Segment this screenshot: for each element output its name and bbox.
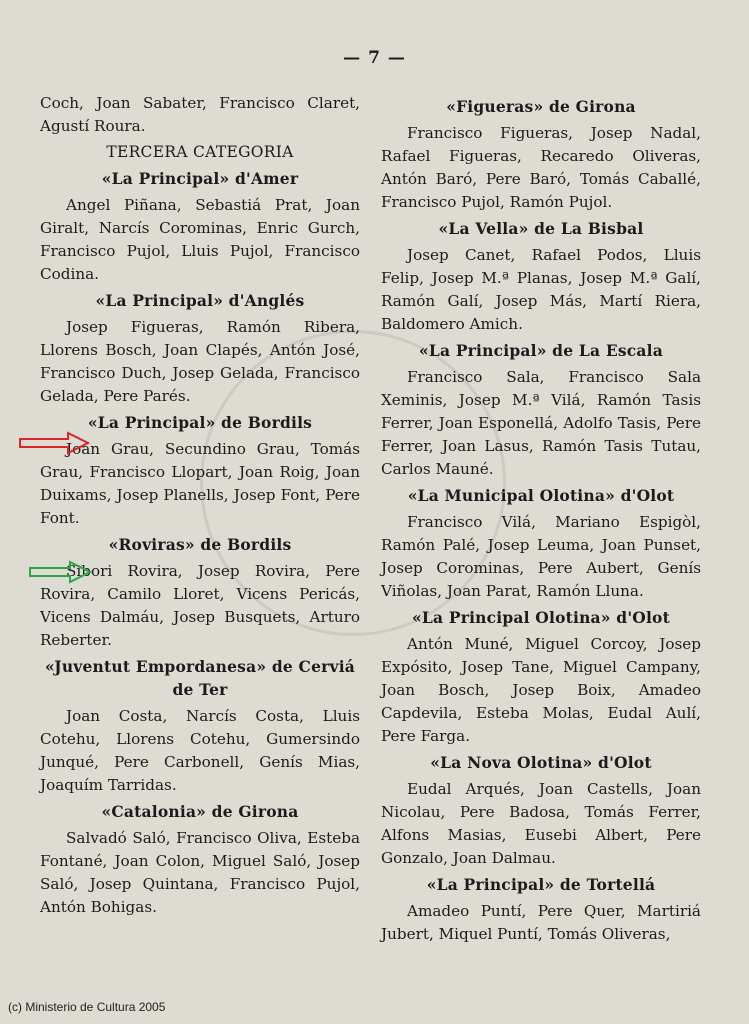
section-text: Francisco Sala, Francisco Sala Xeminis, Josep M.ª Vilá, Ramón Tasis Ferrer, Joan Esponellá, Adolfo Tasis, Pere Ferrer, Joan Lasus, Ramón Tasis Tutau, Carlos Mauné.	[381, 368, 701, 478]
intro-paragraph: Coch, Joan Sabater, Francisco Claret, Agustí Roura.	[40, 94, 360, 135]
section-title-bordils-principal: «La Principal» de Bordils	[87, 413, 313, 432]
left-column	[40, 92, 360, 921]
section-title: «La Principal» d'Amer	[101, 169, 299, 188]
section-title-roviras-bordils: «Roviras» de Bordils	[108, 535, 292, 554]
section-text: Sibori Rovira, Josep Rovira, Pere Rovira, Camilo Lloret, Vicens Pericás, Vicens Dalmáu, Josep Busquets, Arturo Reberter.	[40, 562, 360, 649]
section-title: «La Principal Olotina» d'Olot	[412, 608, 670, 627]
category-heading: TERCERA CATEGORIA	[106, 143, 294, 161]
section-title: «Catalonia» de Girona	[101, 802, 299, 821]
section-title: «La Vella» de La Bisbal	[438, 219, 644, 238]
section-text: Josep Figueras, Ramón Ribera, Llorens Bosch, Joan Clapés, Antón José, Francisco Duch, Josep Gelada, Francisco Gelada, Pere Parés.	[40, 318, 360, 405]
section-text: Angel Piñana, Sebastiá Prat, Joan Giralt, Narcís Corominas, Enric Gurch, Francisco Pujol, Lluis Pujol, Francisco Codina.	[40, 196, 360, 283]
section-title: «Figueras» de Girona	[446, 97, 636, 116]
section-title: «Juventut Empordanesa» de Cerviá de Ter	[44, 657, 356, 699]
green-arrow-icon	[28, 559, 92, 585]
section-text: Francisco Figueras, Josep Nadal, Rafael Figueras, Recaredo Oliveras, Antón Baró, Pere Baró, Tomás Caballé, Francisco Pujol, Ramón Pujol.	[381, 124, 701, 211]
section-text: Eudal Arqués, Joan Castells, Joan Nicolau, Pere Badosa, Tomás Ferrer, Alfons Masias, Eusebi Albert, Pere Gonzalo, Joan Dalmau.	[381, 780, 701, 867]
section-title: «La Principal» de Tortellá	[426, 875, 656, 894]
section-text: Joan Costa, Narcís Costa, Lluis Cotehu, Llorens Cotehu, Gumersindo Junqué, Pere Carbonell, Genís Mias, Joaquím Tarridas.	[40, 707, 360, 794]
right-column	[381, 92, 701, 948]
section-title: «La Principal» de La Escala	[419, 341, 663, 360]
section-text: Antón Muné, Miguel Corcoy, Josep Expósito, Josep Tane, Miguel Campany, Joan Bosch, Josep Boix, Amadeo Capdevila, Esteba Molas, Eudal Aulí, Pere Farga.	[381, 635, 701, 745]
page-number: — 7 —	[343, 48, 406, 68]
section-text: Amadeo Puntí, Pere Quer, Martiriá Jubert, Miquel Puntí, Tomás Oliveras,	[381, 902, 701, 943]
section-title: «La Nova Olotina» d'Olot	[430, 753, 652, 772]
section-title: «La Principal» d'Anglés	[95, 291, 305, 310]
section-title: «La Municipal Olotina» d'Olot	[407, 486, 675, 505]
section-text: Francisco Vilá, Mariano Espigòl, Ramón Palé, Josep Leuma, Joan Punset, Josep Corominas, Pere Aubert, Genís Viñolas, Joan Parat, Ramón Lluna.	[381, 513, 701, 600]
section-text: Josep Canet, Rafael Podos, Lluis Felip, Josep M.ª Planas, Josep M.ª Galí, Ramón Galí, Josep Más, Martí Riera, Baldomero Amich.	[381, 246, 701, 333]
section-text: Joan Grau, Secundino Grau, Tomás Grau, Francisco Llopart, Joan Roig, Joan Duixams, Josep Planells, Josep Font, Pere Font.	[40, 440, 360, 527]
section-text: Salvadó Saló, Francisco Oliva, Esteba Fontané, Joan Colon, Miguel Saló, Josep Saló, Josep Quintana, Francisco Pujol, Antón Bohigas.	[40, 829, 360, 916]
copyright-footer: (c) Ministerio de Cultura 2005	[8, 1000, 166, 1014]
red-arrow-icon	[18, 430, 90, 456]
